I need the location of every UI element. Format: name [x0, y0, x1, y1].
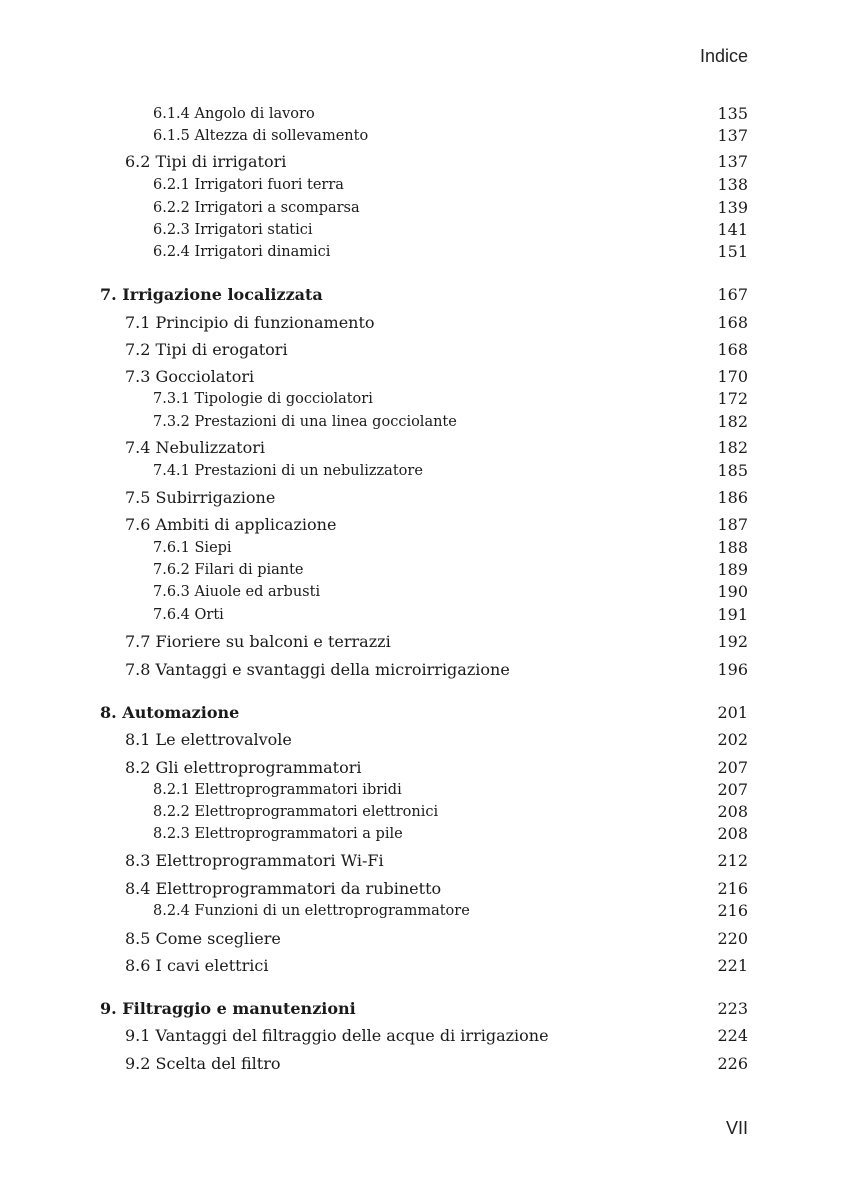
- toc-entry: [0, 514, 846, 536]
- toc-entry-page: 202: [717, 730, 748, 749]
- toc-entry: [0, 955, 846, 977]
- toc-entry-title: 7.6.4 Orti: [153, 607, 224, 623]
- toc-entry-page: 182: [717, 438, 748, 457]
- toc-entry-page: 185: [717, 461, 748, 480]
- toc-entry: [0, 659, 846, 681]
- toc-entry-page: 139: [717, 198, 748, 217]
- toc-entry-title: 8.1 Le elettrovalvole: [125, 730, 292, 749]
- toc-entry-title: 8.3 Elettroprogrammatori Wi-Fi: [125, 851, 384, 870]
- toc-entry: [0, 559, 846, 581]
- toc-entry-title: 8.2.4 Funzioni di un elettroprogrammatore: [153, 903, 470, 919]
- toc-entry-title: 6.1.5 Altezza di sollevamento: [153, 128, 369, 144]
- toc-entry-title: 7.6.1 Siepi: [153, 540, 232, 556]
- toc-entry-title: 9. Filtraggio e manutenzioni: [100, 999, 356, 1018]
- toc-entry-page: 137: [717, 152, 748, 171]
- toc-entry: [0, 1053, 846, 1075]
- toc-entry: [0, 779, 846, 801]
- toc-entry: [0, 241, 846, 263]
- toc-entry-title: 7.5 Subirrigazione: [125, 488, 276, 507]
- toc-entry-title: 8.4 Elettroprogrammatori da rubinetto: [125, 879, 442, 898]
- toc-entry-title: 7.6.3 Aiuole ed arbusti: [153, 584, 321, 600]
- toc-entry-title: 7.4.1 Prestazioni di un nebulizzatore: [153, 463, 423, 479]
- toc-entry-page: 192: [717, 632, 748, 651]
- toc-entry: [0, 151, 846, 173]
- toc-entry: [0, 312, 846, 334]
- toc-entry-title: 6.2 Tipi di irrigatori: [125, 152, 287, 171]
- toc-entry-title: 8. Automazione: [100, 703, 240, 722]
- toc-entry: [0, 850, 846, 872]
- toc-chapter-entry: [0, 998, 846, 1020]
- toc-entry-page: 191: [717, 605, 748, 624]
- toc-entry-page: 220: [717, 929, 748, 948]
- toc-entry: [0, 900, 846, 922]
- toc-entry: [0, 757, 846, 779]
- toc-entry-page: 189: [717, 560, 748, 579]
- toc-entry-page: 226: [717, 1054, 748, 1073]
- toc-entry-title: 9.2 Scelta del filtro: [125, 1054, 281, 1073]
- toc-entry-title: 7.6.2 Filari di piante: [153, 562, 304, 578]
- toc-entry: [0, 729, 846, 751]
- toc-entry: [0, 460, 846, 482]
- toc-entry-page: 212: [717, 851, 748, 870]
- toc-entry: [0, 411, 846, 433]
- running-head: Indice: [699, 46, 748, 66]
- toc-entry: [0, 366, 846, 388]
- toc-entry-title: 6.2.2 Irrigatori a scomparsa: [153, 200, 360, 216]
- toc-entry-page: 221: [717, 956, 748, 975]
- toc-entry: [0, 339, 846, 361]
- toc-entry-page: 151: [717, 242, 748, 261]
- toc-entry-title: 9.1 Vantaggi del filtraggio delle acque di irrigazione: [125, 1026, 549, 1045]
- toc-entry-page: 168: [717, 313, 748, 332]
- toc-entry: [0, 125, 846, 147]
- toc-entry-page: 207: [717, 758, 748, 777]
- toc-entry-title: 8.6 I cavi elettrici: [125, 956, 269, 975]
- toc-entry-title: 8.2.1 Elettroprogrammatori ibridi: [153, 782, 402, 798]
- toc-entry-page: 167: [717, 285, 748, 304]
- toc-entry-title: 7. Irrigazione localizzata: [100, 285, 323, 304]
- toc-entry-page: 186: [717, 488, 748, 507]
- toc-entry-page: 216: [717, 879, 748, 898]
- page-number: VII: [725, 1118, 748, 1138]
- toc-entry-page: 138: [717, 175, 748, 194]
- toc-entry: [0, 1025, 846, 1047]
- toc-entry-page: 224: [717, 1026, 748, 1045]
- toc-entry-title: 7.6 Ambiti di applicazione: [125, 515, 337, 534]
- toc-entry: [0, 537, 846, 559]
- toc-entry-page: 182: [717, 412, 748, 431]
- toc-entry-page: 216: [717, 901, 748, 920]
- toc-entry: [0, 631, 846, 653]
- toc-entry-page: 188: [717, 538, 748, 557]
- toc-entry-title: 8.5 Come scegliere: [125, 929, 281, 948]
- toc-entry-title: 7.3 Gocciolatori: [125, 367, 255, 386]
- toc-entry-page: 207: [717, 780, 748, 799]
- toc-entry-title: 7.8 Vantaggi e svantaggi della microirrigazione: [125, 660, 510, 679]
- toc-entry: [0, 197, 846, 219]
- toc-chapter-entry: [0, 702, 846, 724]
- toc-entry-page: 170: [717, 367, 748, 386]
- toc-entry-page: 208: [717, 824, 748, 843]
- toc-entry-title: 6.2.3 Irrigatori statici: [153, 222, 313, 238]
- toc-entry-page: 208: [717, 802, 748, 821]
- toc-entry-title: 6.1.4 Angolo di lavoro: [153, 106, 315, 122]
- toc-entry: [0, 878, 846, 900]
- toc-entry: [0, 801, 846, 823]
- toc-entry-page: 223: [717, 999, 748, 1018]
- toc-entry: [0, 823, 846, 845]
- toc-entry-title: 8.2 Gli elettroprogrammatori: [125, 758, 362, 777]
- toc-entry-page: 187: [717, 515, 748, 534]
- toc-entry-title: 7.3.2 Prestazioni di una linea gocciolante: [153, 414, 457, 430]
- toc-entry: [0, 103, 846, 125]
- toc-entry: [0, 581, 846, 603]
- toc-entry-title: 7.4 Nebulizzatori: [125, 438, 266, 457]
- toc-entry-page: 168: [717, 340, 748, 359]
- toc-chapter-entry: [0, 284, 846, 306]
- toc-entry-title: 6.2.4 Irrigatori dinamici: [153, 244, 331, 260]
- toc-entry-title: 7.2 Tipi di erogatori: [125, 340, 288, 359]
- toc-entry: [0, 219, 846, 241]
- toc-entry-page: 135: [717, 104, 748, 123]
- toc-entry-page: 196: [717, 660, 748, 679]
- toc-entry-title: 7.3.1 Tipologie di gocciolatori: [153, 391, 373, 407]
- toc-entry-title: 7.1 Principio di funzionamento: [125, 313, 375, 332]
- toc-entry-page: 137: [717, 126, 748, 145]
- toc-entry-page: 190: [717, 582, 748, 601]
- toc-entry-page: 201: [717, 703, 748, 722]
- toc-entry: [0, 388, 846, 410]
- toc-entry-page: 141: [717, 220, 748, 239]
- toc-entry: [0, 174, 846, 196]
- toc-entry-title: 8.2.3 Elettroprogrammatori a pile: [153, 826, 403, 842]
- toc-entry-title: 6.2.1 Irrigatori fuori terra: [153, 177, 344, 193]
- toc-entry-page: 172: [717, 389, 748, 408]
- toc-entry: [0, 928, 846, 950]
- toc-entry-title: 8.2.2 Elettroprogrammatori elettronici: [153, 804, 439, 820]
- toc-entry: [0, 437, 846, 459]
- toc-entry-title: 7.7 Fioriere su balconi e terrazzi: [125, 632, 391, 651]
- toc-entry: [0, 487, 846, 509]
- toc-entry: [0, 604, 846, 626]
